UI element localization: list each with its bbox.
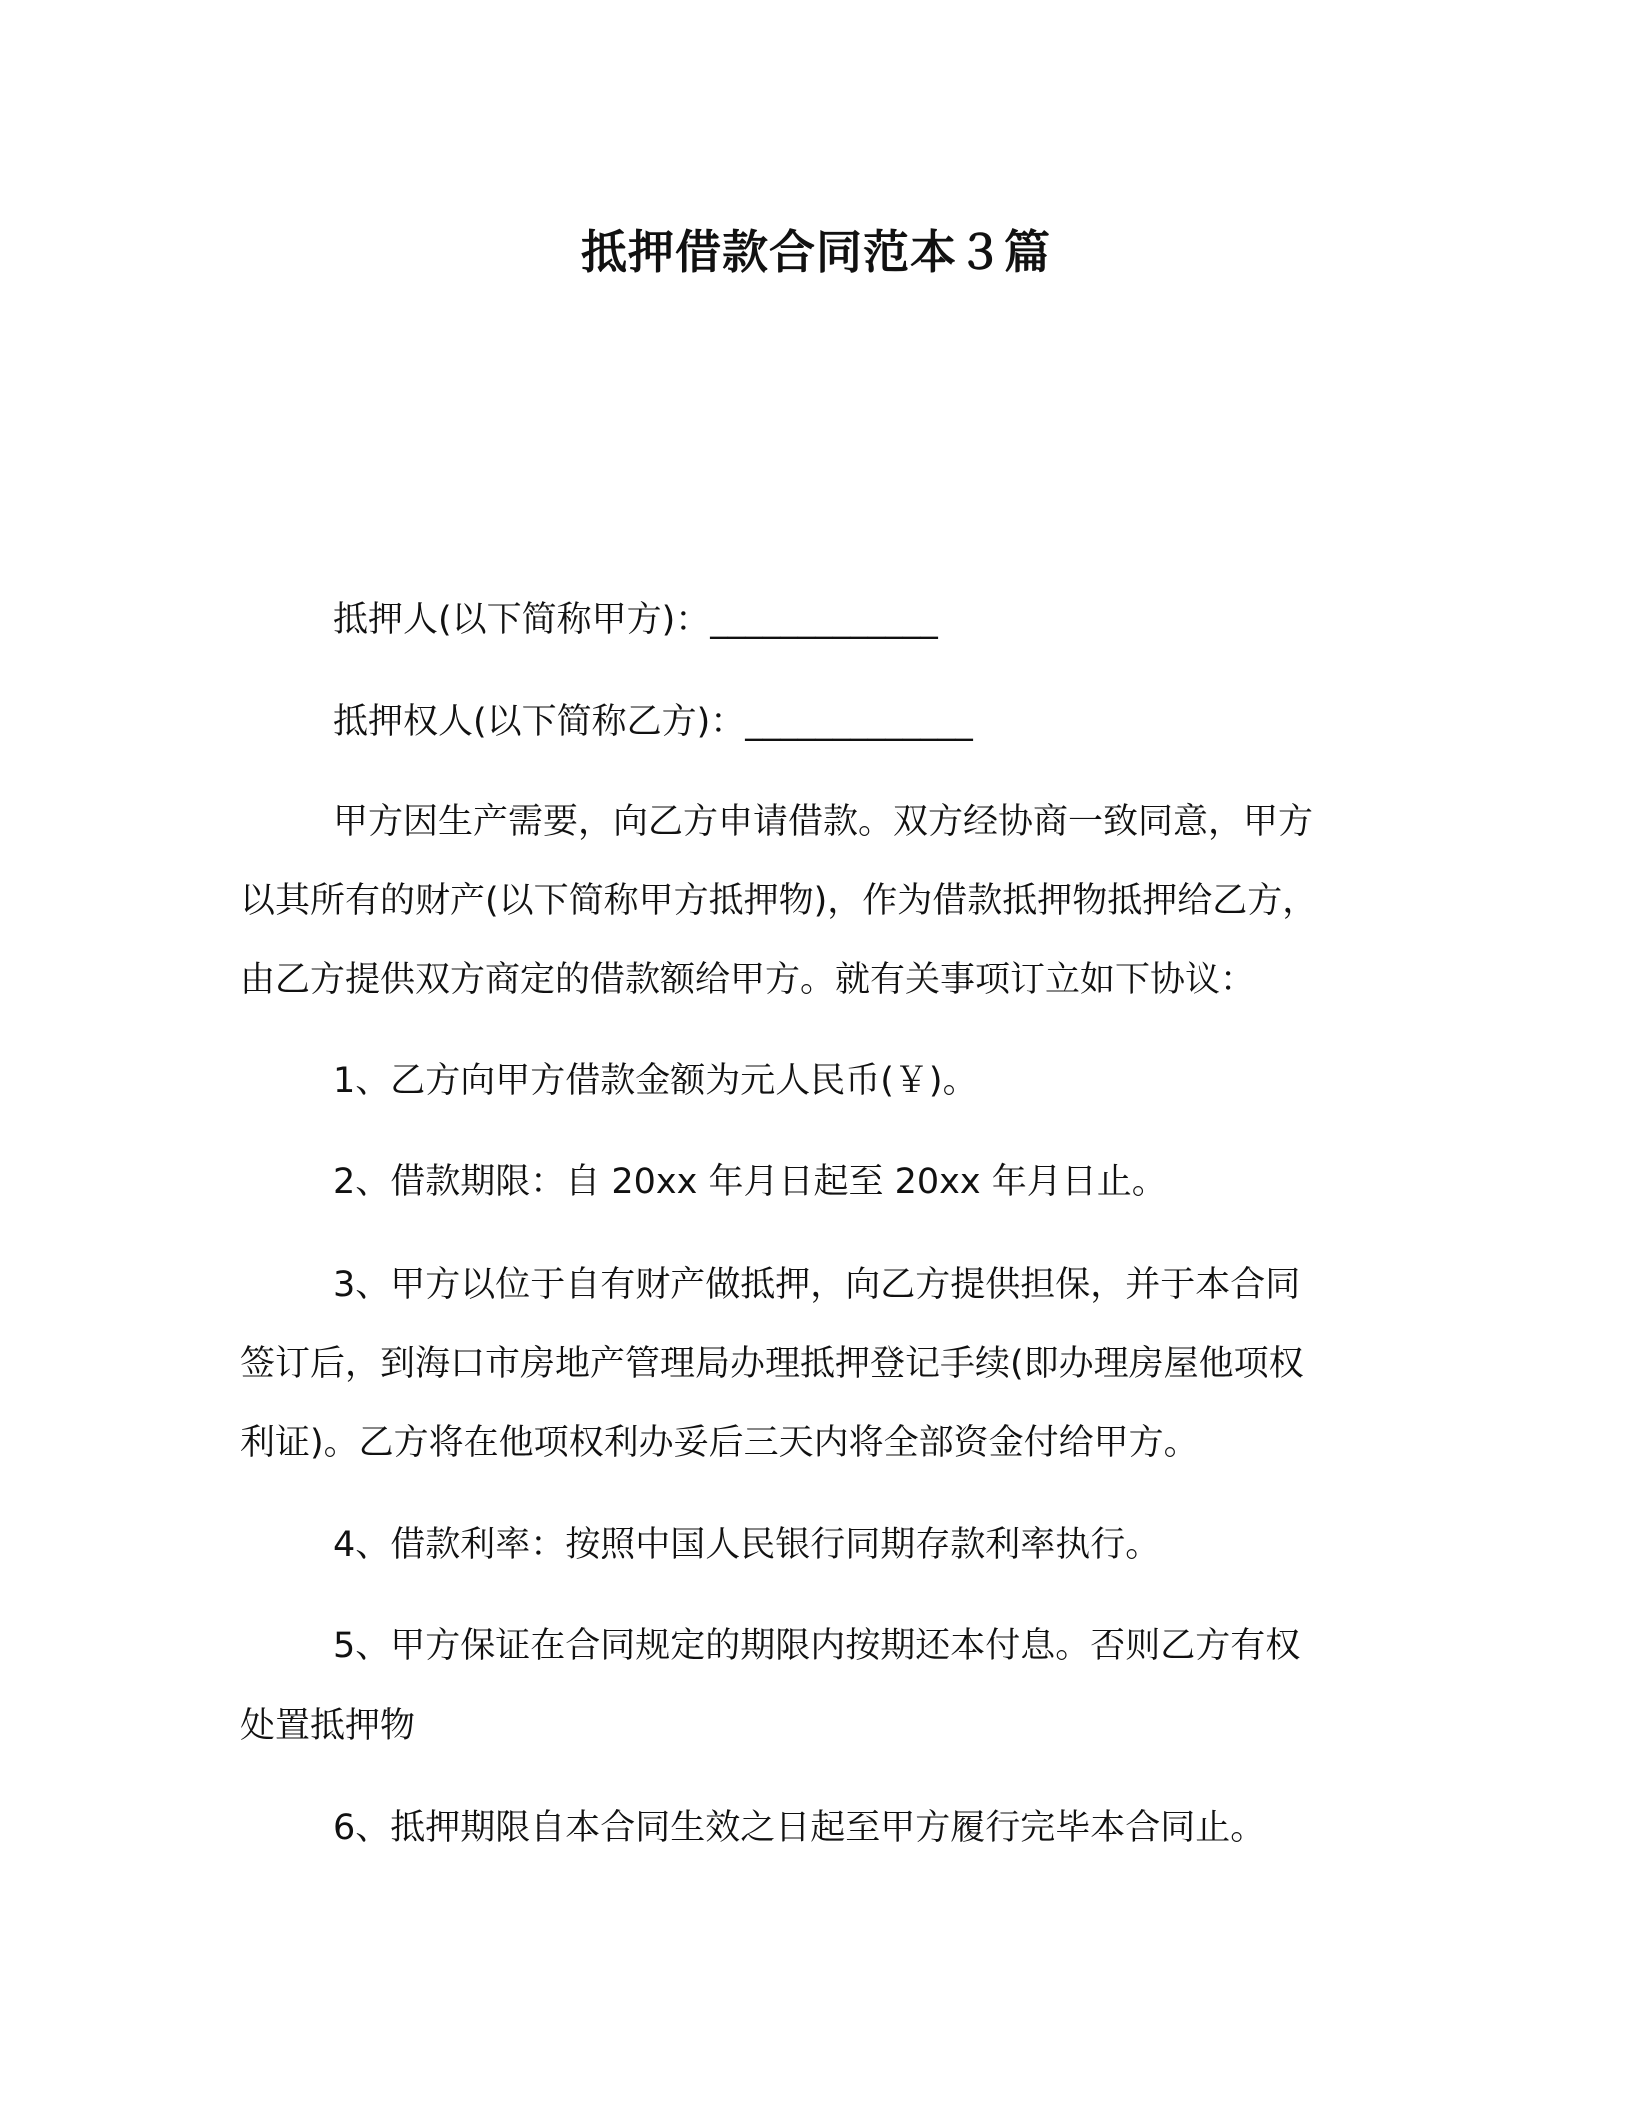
clause-5-line: 处置抵押物 — [240, 1706, 416, 1746]
mortgagor-line: 抵押人(以下简称甲方)：_____________ — [333, 600, 938, 640]
clause-3-line: 利证)。乙方将在他项权利办妥后三天内将全部资金付给甲方。 — [240, 1423, 1199, 1463]
clause-3-line: 3、甲方以位于自有财产做抵押，向乙方提供担保，并于本合同 — [333, 1265, 1301, 1305]
intro-line: 以其所有的财产(以下简称甲方抵押物)，作为借款抵押物抵押给乙方， — [240, 881, 1318, 921]
clause-2: 2、借款期限：自 20xx 年月日起至 20xx 年月日止。 — [333, 1162, 1167, 1202]
clause-5-line: 5、甲方保证在合同规定的期限内按期还本付息。否则乙方有权 — [333, 1626, 1301, 1666]
clause-1: 1、乙方向甲方借款金额为元人民币(￥)。 — [333, 1061, 978, 1101]
mortgagee-line: 抵押权人(以下简称乙方)：_____________ — [333, 702, 973, 742]
clause-3-line: 签订后，到海口市房地产管理局办理抵押登记手续(即办理房屋他项权 — [240, 1344, 1304, 1384]
document-title: 抵押借款合同范本３篇 — [581, 225, 1051, 279]
clause-6: 6、抵押期限自本合同生效之日起至甲方履行完毕本合同止。 — [333, 1808, 1266, 1848]
intro-line: 由乙方提供双方商定的借款额给甲方。就有关事项订立如下协议： — [240, 960, 1256, 1000]
clause-4: 4、借款利率：按照中国人民银行同期存款利率执行。 — [333, 1525, 1161, 1565]
intro-line: 甲方因生产需要，向乙方申请借款。双方经协商一致同意，甲方 — [333, 802, 1314, 842]
